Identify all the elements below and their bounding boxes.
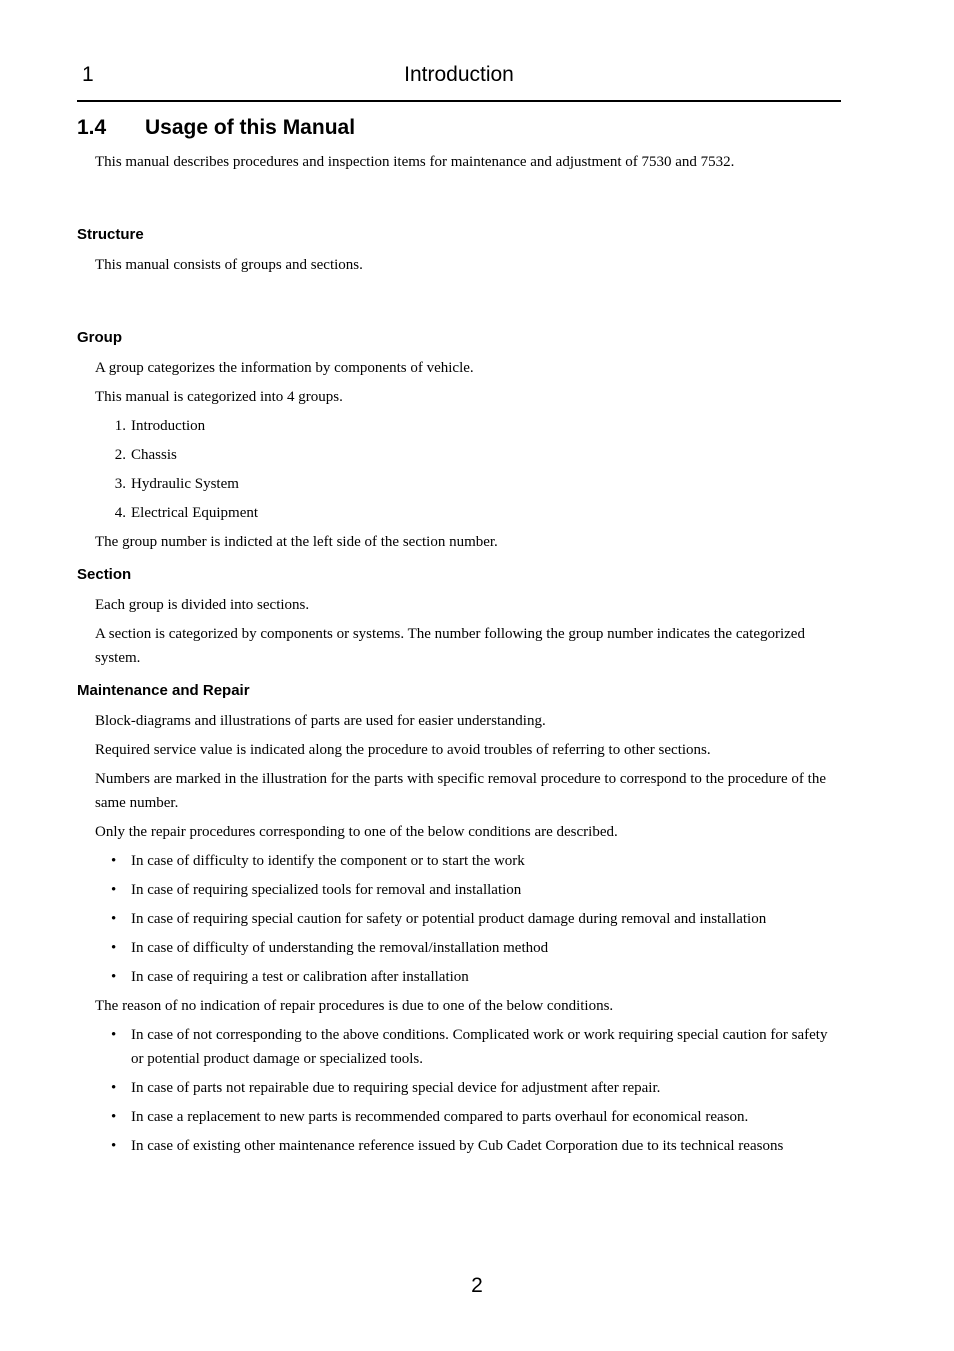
list-item — [77, 443, 841, 467]
group-list — [77, 414, 841, 525]
list-item — [77, 414, 841, 438]
list-item — [77, 849, 841, 873]
list-item-text: Hydraulic System — [131, 476, 239, 492]
maintenance-paragraph-3: Numbers are marked in the illustration for the parts with specific removal procedure to correspond to the procedure of the same number. — [95, 771, 826, 811]
bullet-icon: • — [111, 1080, 117, 1096]
list-item-text: In case of parts not repairable due to requiring special device for adjustment after repair. — [131, 1080, 661, 1096]
bullet-icon: • — [111, 911, 117, 927]
maintenance-heading: Maintenance and Repair — [77, 682, 250, 699]
group-paragraph-1: A group categorizes the information by components of vehicle. — [95, 360, 474, 376]
list-item-text: In case of not corresponding to the above conditions. Complicated work or work requiring special caution for safety or potential product damage or specialized tools. — [131, 1027, 828, 1067]
maintenance-paragraph-4: Only the repair procedures corresponding to one of the below conditions are described. — [95, 824, 618, 840]
section-heading — [77, 116, 355, 140]
group-paragraph-2: This manual is categorized into 4 groups. — [95, 389, 343, 405]
list-item-text: In case of requiring specialized tools for removal and installation — [131, 882, 522, 898]
list-item-text: Introduction — [131, 418, 206, 434]
maintenance-paragraph-5: The reason of no indication of repair procedures is due to one of the below conditions. — [95, 998, 614, 1014]
list-item — [77, 1105, 841, 1129]
group-paragraph-3: The group number is indicted at the left side of the section number. — [95, 534, 498, 550]
list-number: 4. — [114, 505, 126, 521]
list-item-text: In case of difficulty of understanding the removal/installation method — [131, 940, 549, 956]
section-title: Usage of this Manual — [145, 116, 356, 139]
list-item — [77, 501, 841, 525]
list-item — [77, 878, 841, 902]
list-item-text: In case of difficulty to identify the component or to start the work — [131, 853, 525, 869]
list-item — [77, 1134, 841, 1158]
bullet-icon: • — [111, 882, 117, 898]
intro-paragraph: This manual describes procedures and inspection items for maintenance and adjustment of 7530 and 7532. — [95, 154, 735, 170]
section-info-paragraph-2: A section is categorized by components or systems. The number following the group number indicates the categorized system. — [95, 626, 805, 666]
chapter-title: Introduction — [404, 63, 514, 86]
section-info-heading: Section — [77, 566, 132, 583]
page-number: 2 — [471, 1274, 483, 1297]
bullet-icon: • — [111, 1109, 117, 1125]
list-item-text: In case of requiring a test or calibration after installation — [131, 969, 469, 985]
list-number: 3. — [114, 476, 126, 492]
bullet-icon: • — [111, 1027, 117, 1043]
page-content — [77, 150, 841, 1163]
list-item-text: Electrical Equipment — [131, 505, 259, 521]
list-item — [77, 965, 841, 989]
structure-paragraph: This manual consists of groups and sections. — [95, 257, 363, 273]
list-item — [77, 1076, 841, 1100]
group-heading: Group — [77, 329, 122, 346]
list-item — [77, 1023, 841, 1071]
chapter-number: 1 — [82, 63, 94, 86]
list-item — [77, 907, 841, 931]
no-indication-list — [77, 1023, 841, 1158]
conditions-list — [77, 849, 841, 989]
bullet-icon: • — [111, 969, 117, 985]
list-item-text: In case a replacement to new parts is recommended compared to parts overhaul for economical reason. — [131, 1109, 749, 1125]
maintenance-paragraph-2: Required service value is indicated along the procedure to avoid troubles of referring to other sections. — [95, 742, 711, 758]
section-info-paragraph-1: Each group is divided into sections. — [95, 597, 310, 613]
list-item-text: In case of existing other maintenance reference issued by Cub Cadet Corporation due to its technical reasons — [131, 1138, 784, 1154]
page-header — [77, 60, 841, 102]
list-item-text: In case of requiring special caution for safety or potential product damage during removal and installation — [131, 911, 767, 927]
list-item-text: Chassis — [131, 447, 177, 463]
list-item — [77, 936, 841, 960]
structure-heading: Structure — [77, 226, 144, 243]
list-number: 1. — [114, 418, 126, 434]
bullet-icon: • — [111, 853, 117, 869]
bullet-icon: • — [111, 940, 117, 956]
bullet-icon: • — [111, 1138, 117, 1154]
list-item — [77, 472, 841, 496]
maintenance-paragraph-1: Block-diagrams and illustrations of parts are used for easier understanding. — [95, 713, 546, 729]
list-number: 2. — [114, 447, 126, 463]
section-number: 1.4 — [77, 116, 107, 139]
